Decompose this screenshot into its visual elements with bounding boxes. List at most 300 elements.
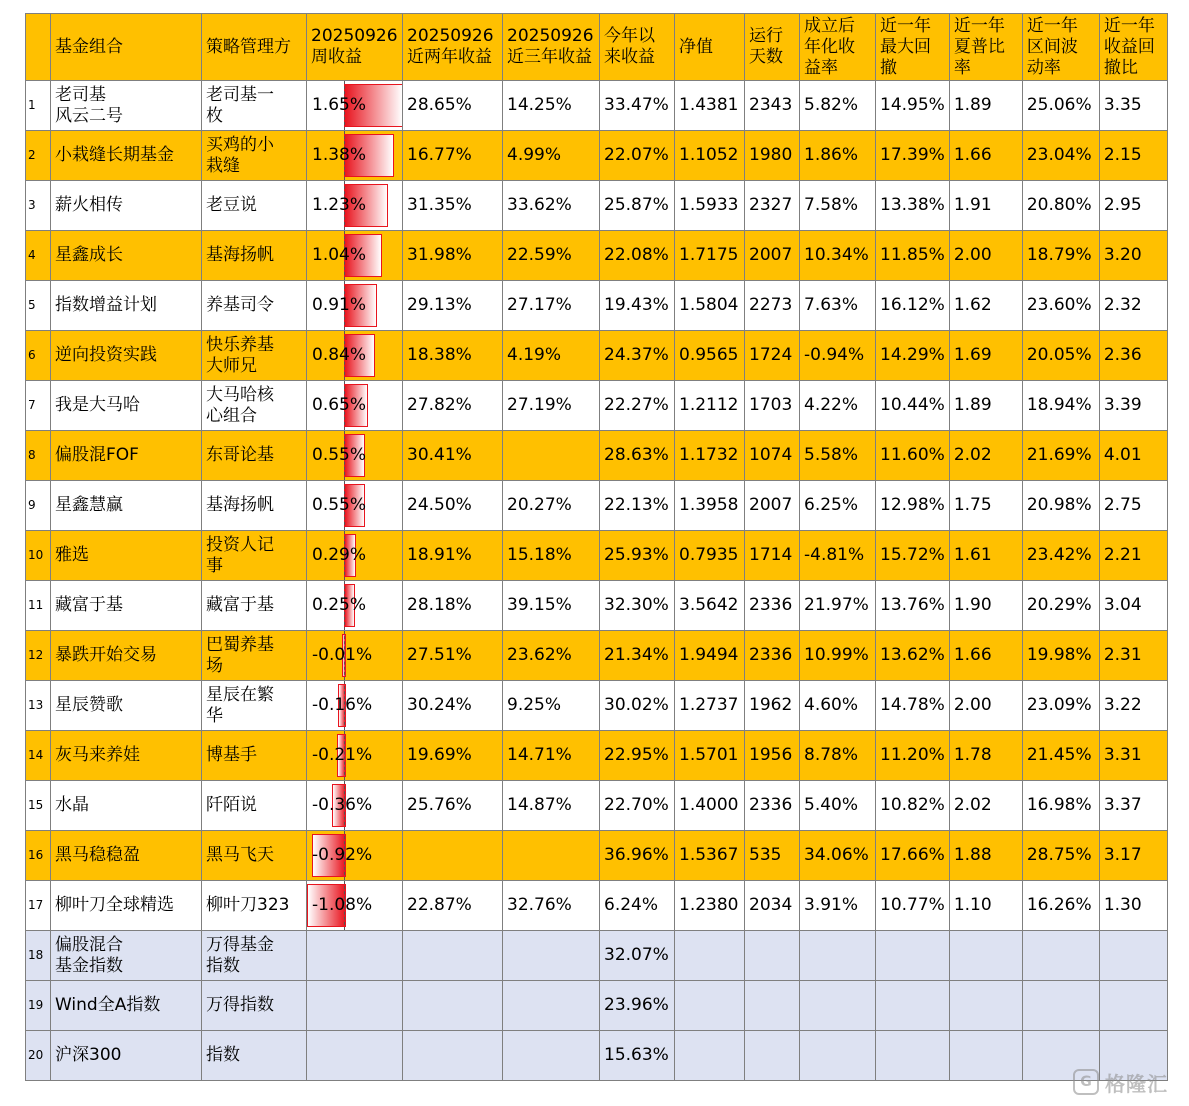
manager-name: 买鸡的小 栽缝 xyxy=(202,131,307,181)
row-number: 15 xyxy=(26,781,51,831)
return-drawdown-ratio: 3.35 xyxy=(1099,81,1167,131)
running-days xyxy=(745,1031,800,1081)
row-number: 8 xyxy=(26,431,51,481)
week-return xyxy=(307,731,403,781)
volatility: 20.29% xyxy=(1022,581,1099,631)
row-number: 12 xyxy=(26,631,51,681)
return-drawdown-ratio: 2.75 xyxy=(1099,481,1167,531)
table-row xyxy=(26,281,1168,331)
two-year-return xyxy=(403,831,503,881)
annualized-return: 5.58% xyxy=(800,431,876,481)
volatility: 16.98% xyxy=(1022,781,1099,831)
volatility: 21.45% xyxy=(1022,731,1099,781)
max-drawdown: 11.85% xyxy=(876,231,950,281)
annualized-return xyxy=(800,981,876,1031)
max-drawdown: 11.20% xyxy=(876,731,950,781)
week-return-value: 1.65% xyxy=(312,95,367,115)
running-days: 2336 xyxy=(745,781,800,831)
ytd-return: 30.02% xyxy=(600,681,675,731)
week-return xyxy=(307,681,403,731)
annualized-return: 5.82% xyxy=(800,81,876,131)
table-row xyxy=(26,881,1168,931)
nav-value xyxy=(675,981,745,1031)
running-days: 1074 xyxy=(745,431,800,481)
return-drawdown-ratio xyxy=(1099,931,1167,981)
max-drawdown: 16.12% xyxy=(876,281,950,331)
fund-name: 星鑫成长 xyxy=(51,231,202,281)
table-row xyxy=(26,431,1168,481)
ytd-return: 25.93% xyxy=(600,531,675,581)
return-drawdown-ratio: 2.15 xyxy=(1099,131,1167,181)
header-ytd-return: 今年以 来收益 xyxy=(600,14,675,81)
volatility: 19.98% xyxy=(1022,631,1099,681)
running-days: 1980 xyxy=(745,131,800,181)
running-days: 2273 xyxy=(745,281,800,331)
header-annualized: 成立后 年化收 益率 xyxy=(800,14,876,81)
manager-name: 老豆说 xyxy=(202,181,307,231)
row-number: 3 xyxy=(26,181,51,231)
sharpe-ratio: 1.10 xyxy=(949,881,1022,931)
nav-value xyxy=(675,931,745,981)
header-volatility: 近一年 区间波 动率 xyxy=(1022,14,1099,81)
nav-value: 0.9565 xyxy=(675,331,745,381)
header-row xyxy=(26,14,1168,81)
two-year-return: 27.82% xyxy=(403,381,503,431)
week-return xyxy=(307,431,403,481)
nav-value: 1.7175 xyxy=(675,231,745,281)
running-days xyxy=(745,981,800,1031)
nav-value: 1.4000 xyxy=(675,781,745,831)
return-drawdown-ratio: 3.39 xyxy=(1099,381,1167,431)
row-number: 6 xyxy=(26,331,51,381)
fund-name: 我是大马哈 xyxy=(51,381,202,431)
ytd-return: 23.96% xyxy=(600,981,675,1031)
three-year-return xyxy=(503,831,600,881)
week-return xyxy=(307,331,403,381)
table-row xyxy=(26,831,1168,881)
row-number: 9 xyxy=(26,481,51,531)
three-year-return: 14.25% xyxy=(503,81,600,131)
row-number: 2 xyxy=(26,131,51,181)
table-row xyxy=(26,581,1168,631)
three-year-return: 4.99% xyxy=(503,131,600,181)
return-drawdown-ratio: 3.17 xyxy=(1099,831,1167,881)
max-drawdown: 13.76% xyxy=(876,581,950,631)
two-year-return: 18.38% xyxy=(403,331,503,381)
table-row xyxy=(26,681,1168,731)
manager-name: 星辰在繁 华 xyxy=(202,681,307,731)
table-row xyxy=(26,481,1168,531)
running-days xyxy=(745,931,800,981)
annualized-return: 10.34% xyxy=(800,231,876,281)
three-year-return: 15.18% xyxy=(503,531,600,581)
ytd-return: 15.63% xyxy=(600,1031,675,1081)
week-return-value: 1.04% xyxy=(312,245,367,265)
week-return xyxy=(307,981,403,1031)
row-number: 5 xyxy=(26,281,51,331)
return-drawdown-ratio: 2.36 xyxy=(1099,331,1167,381)
ytd-return: 22.27% xyxy=(600,381,675,431)
fund-name: 偏股混FOF xyxy=(51,431,202,481)
max-drawdown: 12.98% xyxy=(876,481,950,531)
table-row xyxy=(26,781,1168,831)
annualized-return: 4.22% xyxy=(800,381,876,431)
two-year-return: 19.69% xyxy=(403,731,503,781)
two-year-return: 31.98% xyxy=(403,231,503,281)
table-row xyxy=(26,381,1168,431)
sharpe-ratio: 1.69 xyxy=(949,331,1022,381)
nav-value: 1.5367 xyxy=(675,831,745,881)
annualized-return: 5.40% xyxy=(800,781,876,831)
annualized-return: 8.78% xyxy=(800,731,876,781)
row-number: 19 xyxy=(26,981,51,1031)
return-drawdown-ratio: 2.31 xyxy=(1099,631,1167,681)
table-row xyxy=(26,631,1168,681)
week-return-value: 0.25% xyxy=(312,595,367,615)
max-drawdown: 17.39% xyxy=(876,131,950,181)
row-number: 7 xyxy=(26,381,51,431)
ytd-return: 22.13% xyxy=(600,481,675,531)
running-days: 1962 xyxy=(745,681,800,731)
volatility: 28.75% xyxy=(1022,831,1099,881)
week-return-value: 0.65% xyxy=(312,395,367,415)
ytd-return: 24.37% xyxy=(600,331,675,381)
week-return-value: 1.38% xyxy=(312,145,367,165)
two-year-return: 29.13% xyxy=(403,281,503,331)
header-2y-return: 20250926 近两年收益 xyxy=(403,14,503,81)
two-year-return: 30.24% xyxy=(403,681,503,731)
annualized-return xyxy=(800,1031,876,1081)
fund-name: 偏股混合 基金指数 xyxy=(51,931,202,981)
watermark-text: 格隆汇 xyxy=(1105,1071,1168,1096)
two-year-return xyxy=(403,981,503,1031)
ytd-return: 21.34% xyxy=(600,631,675,681)
sharpe-ratio: 2.02 xyxy=(949,781,1022,831)
manager-name: 投资人记 事 xyxy=(202,531,307,581)
week-return xyxy=(307,581,403,631)
manager-name: 柳叶刀323 xyxy=(202,881,307,931)
row-number: 14 xyxy=(26,731,51,781)
three-year-return xyxy=(503,1031,600,1081)
week-return xyxy=(307,381,403,431)
week-return xyxy=(307,1031,403,1081)
sharpe-ratio: 2.00 xyxy=(949,231,1022,281)
running-days: 1956 xyxy=(745,731,800,781)
max-drawdown: 14.29% xyxy=(876,331,950,381)
volatility: 21.69% xyxy=(1022,431,1099,481)
fund-name: 雅选 xyxy=(51,531,202,581)
volatility: 18.94% xyxy=(1022,381,1099,431)
two-year-return xyxy=(403,1031,503,1081)
volatility xyxy=(1022,931,1099,981)
row-number: 10 xyxy=(26,531,51,581)
three-year-return: 27.19% xyxy=(503,381,600,431)
table-row xyxy=(26,231,1168,281)
three-year-return: 14.87% xyxy=(503,781,600,831)
week-return xyxy=(307,631,403,681)
week-return-value: -0.36% xyxy=(312,795,373,815)
fund-name: 柳叶刀全球精选 xyxy=(51,881,202,931)
ytd-return: 33.47% xyxy=(600,81,675,131)
ytd-return: 28.63% xyxy=(600,431,675,481)
row-number: 18 xyxy=(26,931,51,981)
nav-value: 1.3958 xyxy=(675,481,745,531)
manager-name: 养基司令 xyxy=(202,281,307,331)
week-return-value: -0.21% xyxy=(312,745,373,765)
three-year-return: 22.59% xyxy=(503,231,600,281)
sharpe-ratio xyxy=(949,1031,1022,1081)
return-drawdown-ratio: 3.31 xyxy=(1099,731,1167,781)
watermark xyxy=(1073,1066,1185,1098)
two-year-return: 28.65% xyxy=(403,81,503,131)
week-return-value: -0.01% xyxy=(312,645,373,665)
fund-name: 藏富于基 xyxy=(51,581,202,631)
running-days: 1703 xyxy=(745,381,800,431)
two-year-return: 22.87% xyxy=(403,881,503,931)
row-number: 1 xyxy=(26,81,51,131)
return-drawdown-ratio: 3.22 xyxy=(1099,681,1167,731)
manager-name: 指数 xyxy=(202,1031,307,1081)
ytd-return: 36.96% xyxy=(600,831,675,881)
table-row xyxy=(26,181,1168,231)
two-year-return: 16.77% xyxy=(403,131,503,181)
two-year-return: 30.41% xyxy=(403,431,503,481)
header-nav: 净值 xyxy=(675,14,745,81)
two-year-return xyxy=(403,931,503,981)
week-return xyxy=(307,531,403,581)
week-return xyxy=(307,781,403,831)
volatility: 23.09% xyxy=(1022,681,1099,731)
running-days: 2034 xyxy=(745,881,800,931)
table-row xyxy=(26,131,1168,181)
annualized-return: -4.81% xyxy=(800,531,876,581)
nav-value: 1.2112 xyxy=(675,381,745,431)
max-drawdown: 11.60% xyxy=(876,431,950,481)
annualized-return xyxy=(800,931,876,981)
nav-value: 3.5642 xyxy=(675,581,745,631)
annualized-return: 4.60% xyxy=(800,681,876,731)
fund-name: 灰马来养娃 xyxy=(51,731,202,781)
volatility: 16.26% xyxy=(1022,881,1099,931)
fund-name: Wind全A指数 xyxy=(51,981,202,1031)
sharpe-ratio xyxy=(949,981,1022,1031)
week-return-value: 1.23% xyxy=(312,195,367,215)
row-number: 20 xyxy=(26,1031,51,1081)
header-max-drawdown: 近一年 最大回 撤 xyxy=(876,14,950,81)
annualized-return: 1.86% xyxy=(800,131,876,181)
two-year-return: 18.91% xyxy=(403,531,503,581)
annualized-return: -0.94% xyxy=(800,331,876,381)
table-row xyxy=(26,81,1168,131)
fund-name: 指数增益计划 xyxy=(51,281,202,331)
nav-value: 1.4381 xyxy=(675,81,745,131)
row-number: 11 xyxy=(26,581,51,631)
volatility: 20.05% xyxy=(1022,331,1099,381)
max-drawdown xyxy=(876,931,950,981)
three-year-return: 32.76% xyxy=(503,881,600,931)
volatility: 20.80% xyxy=(1022,181,1099,231)
return-drawdown-ratio: 4.01 xyxy=(1099,431,1167,481)
running-days: 2336 xyxy=(745,581,800,631)
fund-portfolio-table xyxy=(25,13,1168,1081)
volatility: 23.60% xyxy=(1022,281,1099,331)
two-year-return: 28.18% xyxy=(403,581,503,631)
manager-name: 万得基金 指数 xyxy=(202,931,307,981)
ytd-return: 32.30% xyxy=(600,581,675,631)
ytd-return: 6.24% xyxy=(600,881,675,931)
header-days: 运行 天数 xyxy=(745,14,800,81)
manager-name: 老司基一 枚 xyxy=(202,81,307,131)
running-days: 535 xyxy=(745,831,800,881)
row-number: 17 xyxy=(26,881,51,931)
ytd-return: 19.43% xyxy=(600,281,675,331)
max-drawdown: 13.62% xyxy=(876,631,950,681)
week-return xyxy=(307,931,403,981)
sharpe-ratio: 1.89 xyxy=(949,381,1022,431)
max-drawdown: 15.72% xyxy=(876,531,950,581)
volatility: 20.98% xyxy=(1022,481,1099,531)
nav-value: 1.1052 xyxy=(675,131,745,181)
fund-name: 星辰赞歌 xyxy=(51,681,202,731)
table-row xyxy=(26,731,1168,781)
three-year-return xyxy=(503,431,600,481)
three-year-return: 39.15% xyxy=(503,581,600,631)
fund-name: 星鑫慧赢 xyxy=(51,481,202,531)
annualized-return: 7.63% xyxy=(800,281,876,331)
sharpe-ratio: 1.66 xyxy=(949,131,1022,181)
table-row xyxy=(26,981,1168,1031)
week-return xyxy=(307,181,403,231)
three-year-return: 27.17% xyxy=(503,281,600,331)
fund-name: 薪火相传 xyxy=(51,181,202,231)
three-year-return: 4.19% xyxy=(503,331,600,381)
two-year-return: 25.76% xyxy=(403,781,503,831)
annualized-return: 21.97% xyxy=(800,581,876,631)
volatility: 18.79% xyxy=(1022,231,1099,281)
fund-name: 暴跌开始交易 xyxy=(51,631,202,681)
nav-value: 1.2380 xyxy=(675,881,745,931)
sharpe-ratio xyxy=(949,931,1022,981)
two-year-return: 27.51% xyxy=(403,631,503,681)
volatility: 23.04% xyxy=(1022,131,1099,181)
max-drawdown: 14.78% xyxy=(876,681,950,731)
volatility xyxy=(1022,981,1099,1031)
running-days: 2327 xyxy=(745,181,800,231)
table-row xyxy=(26,931,1168,981)
sharpe-ratio: 1.91 xyxy=(949,181,1022,231)
manager-name: 博基手 xyxy=(202,731,307,781)
header-no xyxy=(26,14,51,81)
running-days: 2007 xyxy=(745,481,800,531)
fund-name: 水晶 xyxy=(51,781,202,831)
sharpe-ratio: 1.78 xyxy=(949,731,1022,781)
volatility: 25.06% xyxy=(1022,81,1099,131)
manager-name: 阡陌说 xyxy=(202,781,307,831)
annualized-return: 3.91% xyxy=(800,881,876,931)
nav-value: 0.7935 xyxy=(675,531,745,581)
fund-name: 小栽缝长期基金 xyxy=(51,131,202,181)
return-drawdown-ratio: 3.37 xyxy=(1099,781,1167,831)
ytd-return: 22.95% xyxy=(600,731,675,781)
three-year-return xyxy=(503,981,600,1031)
manager-name: 快乐养基 大师兄 xyxy=(202,331,307,381)
fund-name: 逆向投资实践 xyxy=(51,331,202,381)
sharpe-ratio: 2.02 xyxy=(949,431,1022,481)
table-row xyxy=(26,1031,1168,1081)
sharpe-ratio: 1.88 xyxy=(949,831,1022,881)
week-return-value: 0.91% xyxy=(312,295,367,315)
return-drawdown-ratio xyxy=(1099,981,1167,1031)
week-return-value: -0.92% xyxy=(312,845,373,865)
week-return xyxy=(307,881,403,931)
sharpe-ratio: 1.66 xyxy=(949,631,1022,681)
ytd-return: 22.08% xyxy=(600,231,675,281)
three-year-return: 23.62% xyxy=(503,631,600,681)
running-days: 2343 xyxy=(745,81,800,131)
three-year-return: 33.62% xyxy=(503,181,600,231)
return-drawdown-ratio: 1.30 xyxy=(1099,881,1167,931)
ytd-return: 22.07% xyxy=(600,131,675,181)
manager-name: 黑马飞天 xyxy=(202,831,307,881)
manager-name: 基海扬帆 xyxy=(202,481,307,531)
three-year-return: 14.71% xyxy=(503,731,600,781)
max-drawdown: 13.38% xyxy=(876,181,950,231)
week-return-value: 0.29% xyxy=(312,545,367,565)
row-number: 13 xyxy=(26,681,51,731)
nav-value: 1.1732 xyxy=(675,431,745,481)
three-year-return: 9.25% xyxy=(503,681,600,731)
row-number: 16 xyxy=(26,831,51,881)
manager-name: 藏富于基 xyxy=(202,581,307,631)
ytd-return: 32.07% xyxy=(600,931,675,981)
two-year-return: 24.50% xyxy=(403,481,503,531)
table-row xyxy=(26,331,1168,381)
week-return-value: -0.16% xyxy=(312,695,373,715)
table-row xyxy=(26,531,1168,581)
gelonghui-logo-icon: G xyxy=(1073,1069,1099,1095)
week-return xyxy=(307,231,403,281)
ytd-return: 25.87% xyxy=(600,181,675,231)
nav-value: 1.5701 xyxy=(675,731,745,781)
week-return-value: 0.84% xyxy=(312,345,367,365)
max-drawdown xyxy=(876,1031,950,1081)
annualized-return: 7.58% xyxy=(800,181,876,231)
week-return xyxy=(307,81,403,131)
ytd-return: 22.70% xyxy=(600,781,675,831)
return-drawdown-ratio: 2.95 xyxy=(1099,181,1167,231)
nav-value xyxy=(675,1031,745,1081)
header-calmar: 近一年 收益回 撤比 xyxy=(1099,14,1167,81)
three-year-return: 20.27% xyxy=(503,481,600,531)
max-drawdown: 10.82% xyxy=(876,781,950,831)
sharpe-ratio: 1.62 xyxy=(949,281,1022,331)
running-days: 1724 xyxy=(745,331,800,381)
week-return xyxy=(307,281,403,331)
max-drawdown: 17.66% xyxy=(876,831,950,881)
annualized-return: 10.99% xyxy=(800,631,876,681)
week-return-value: 0.55% xyxy=(312,495,367,515)
return-drawdown-ratio: 2.21 xyxy=(1099,531,1167,581)
max-drawdown: 14.95% xyxy=(876,81,950,131)
return-drawdown-ratio: 2.32 xyxy=(1099,281,1167,331)
header-sharpe: 近一年 夏普比 率 xyxy=(949,14,1022,81)
manager-name: 东哥论基 xyxy=(202,431,307,481)
running-days: 2007 xyxy=(745,231,800,281)
fund-name: 黑马稳稳盈 xyxy=(51,831,202,881)
manager-name: 万得指数 xyxy=(202,981,307,1031)
two-year-return: 31.35% xyxy=(403,181,503,231)
annualized-return: 6.25% xyxy=(800,481,876,531)
